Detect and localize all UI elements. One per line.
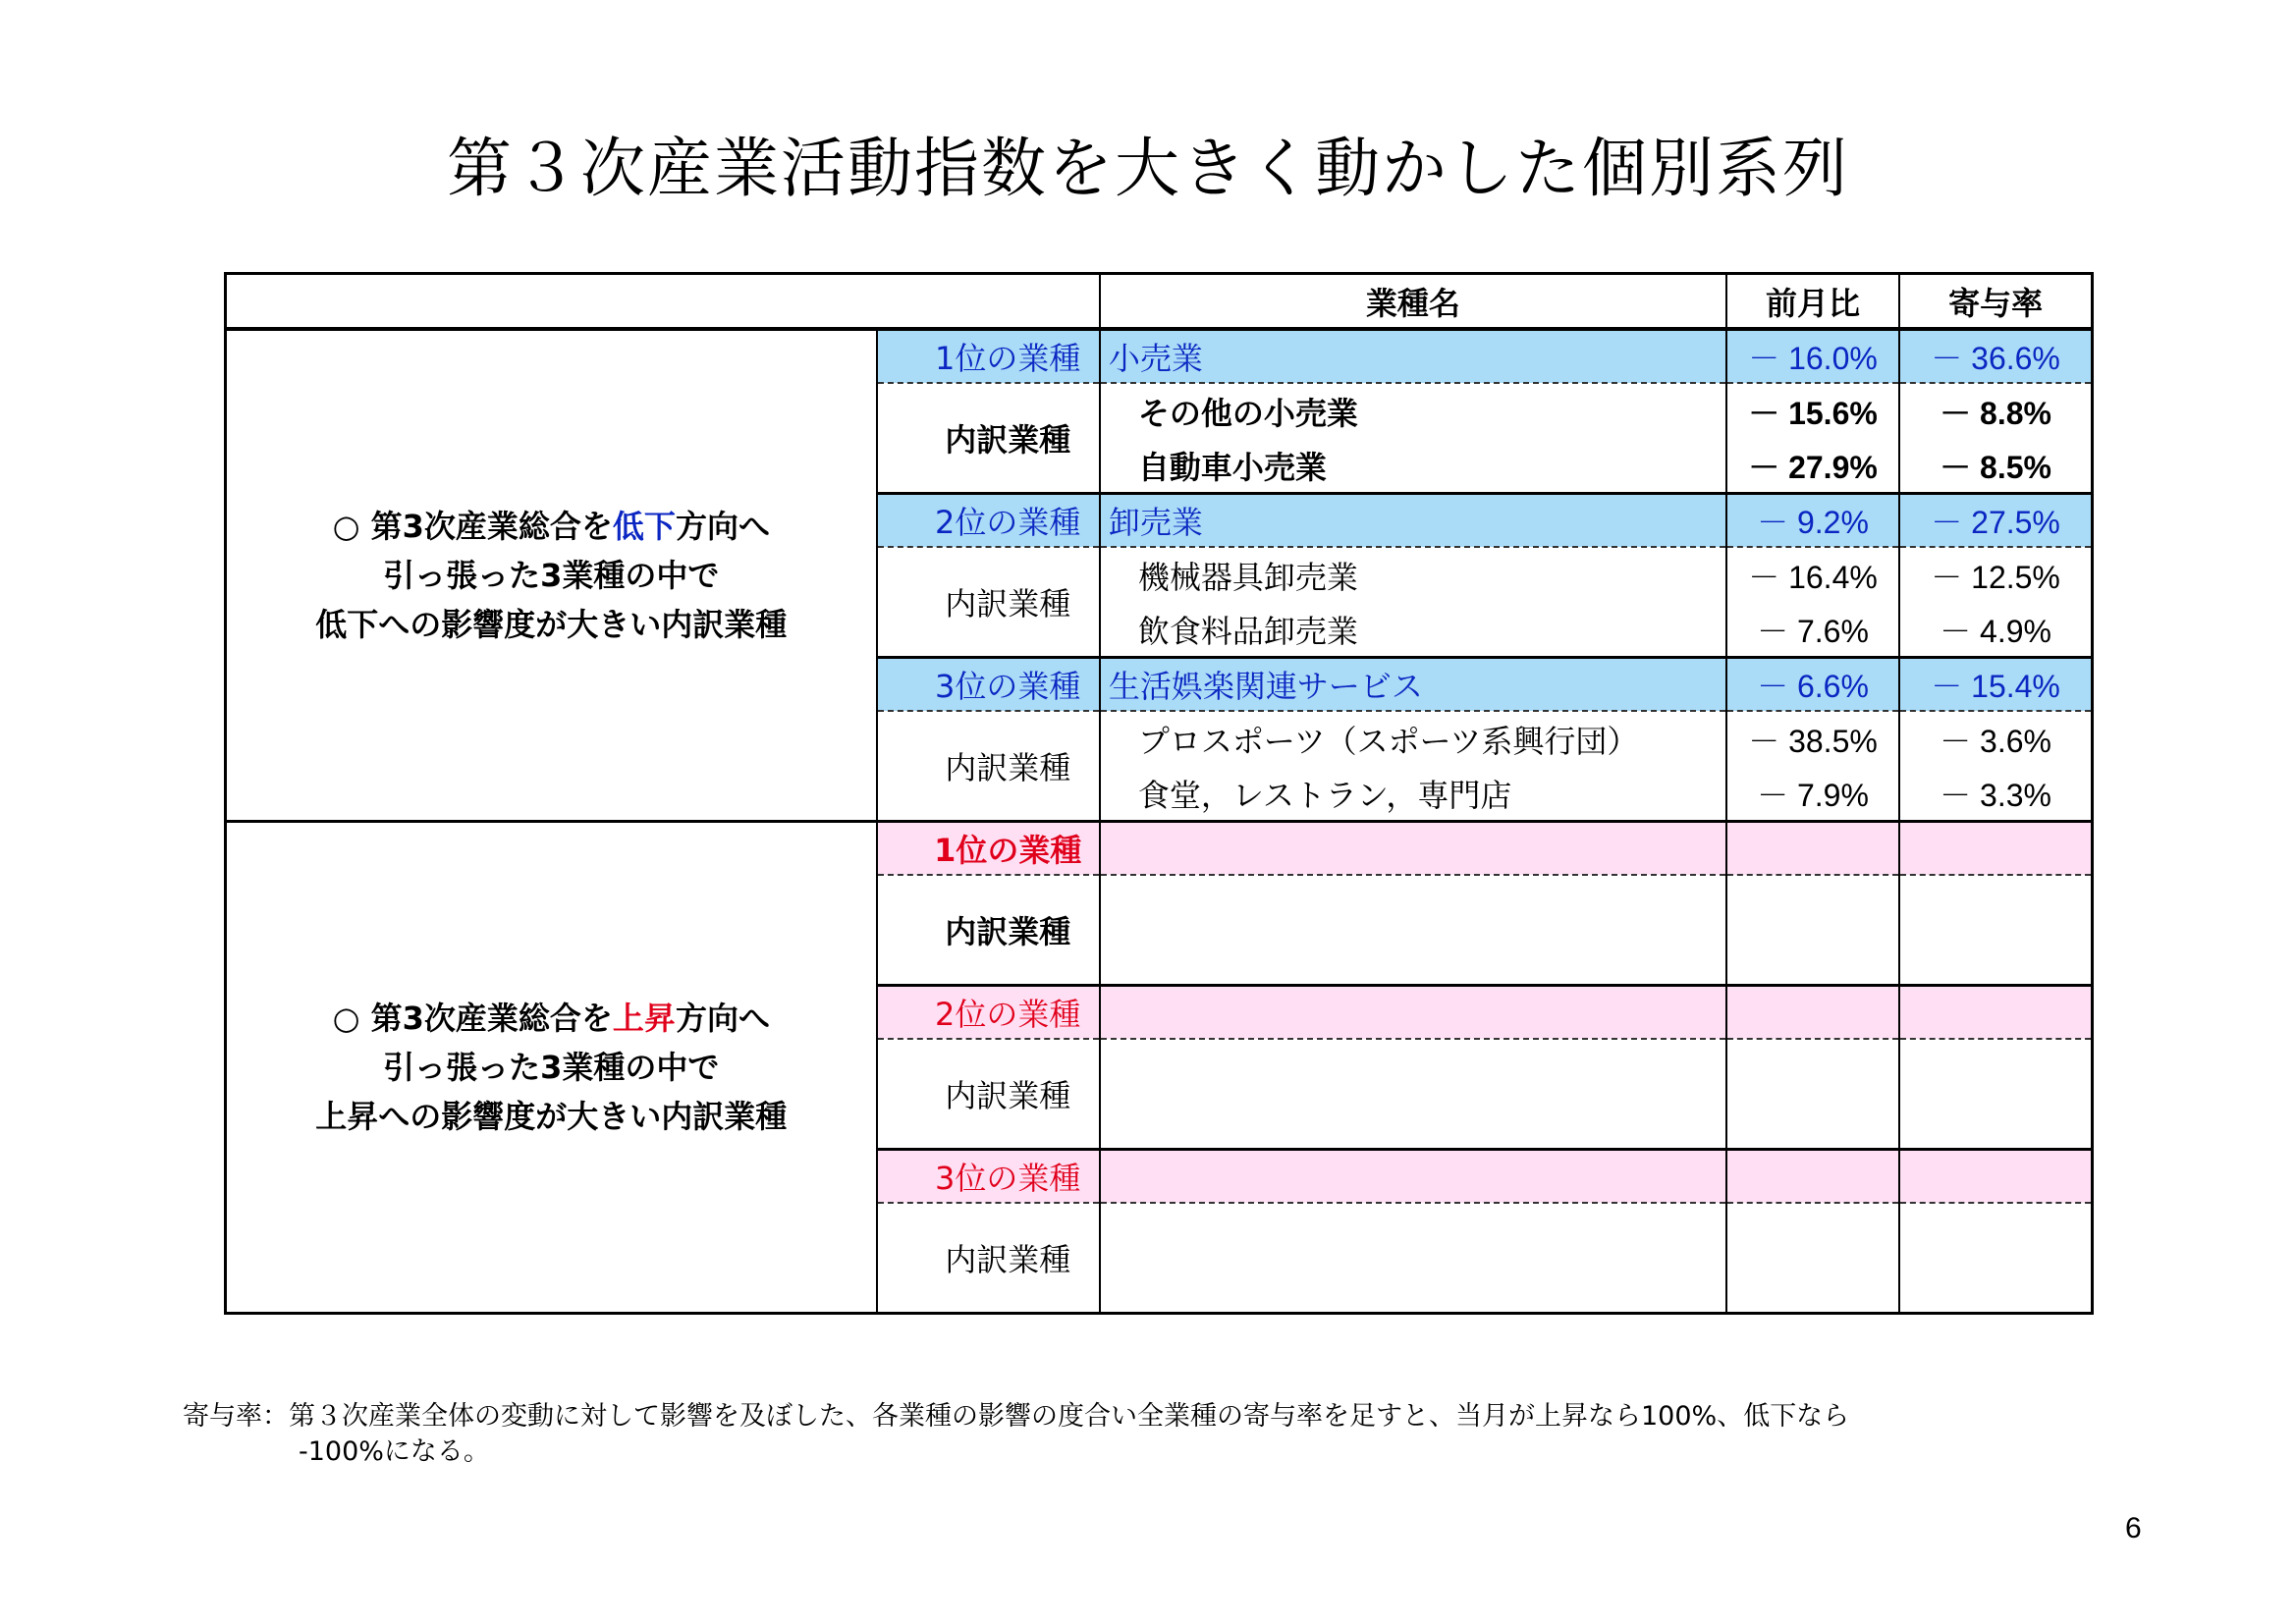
contrib-value: － 8.8% [1899, 383, 2092, 438]
contrib-value: － 4.9% [1899, 602, 2092, 658]
contrib-value: － 27.5% [1899, 494, 2092, 548]
increase-section-label: ○ 第3次産業総合を上昇方向へ 引っ張った3業種の中で 上昇への影響度が大きい内訳業種 [226, 822, 877, 1314]
footnote [183, 1399, 1849, 1470]
contrib-value [1899, 1039, 2092, 1150]
industry-name: 小売業 [1100, 329, 1726, 383]
mom-value: － 16.4% [1726, 547, 1899, 602]
mom-value: － 38.5% [1726, 711, 1899, 766]
mom-value: － 15.6% [1726, 383, 1899, 438]
table-header-row [226, 274, 2093, 330]
header-mom: 前月比 [1726, 274, 1899, 330]
industry-name [1100, 822, 1726, 876]
sub-industry-name [1100, 1039, 1726, 1150]
contrib-value: － 8.5% [1899, 438, 2092, 494]
rank-label: 2位の業種 [877, 986, 1100, 1040]
sub-label: 内訳業種 [945, 1077, 1071, 1114]
contrib-value [1899, 986, 2092, 1040]
sub-industry-name [1100, 875, 1726, 986]
decrease-section-label: ○ 第3次産業総合を低下方向へ 引っ張った3業種の中で 低下への影響度が大きい内訳業種 [226, 329, 877, 822]
sub-industry-name: 食堂，レストラン，専門店 [1100, 766, 1726, 822]
table-row [226, 329, 2093, 383]
rank-label: 3位の業種 [877, 1150, 1100, 1204]
sub-industry-name: 自動車小売業 [1100, 438, 1726, 494]
rank-label: 1位の業種 [877, 822, 1100, 876]
header-name: 業種名 [1100, 274, 1726, 330]
sub-industry-name: 飲食料品卸売業 [1100, 602, 1726, 658]
mom-value [1726, 822, 1899, 876]
contrib-value [1899, 875, 2092, 986]
mom-value [1726, 986, 1899, 1040]
sub-industry-name: 機械器具卸売業 [1100, 547, 1726, 602]
mom-value [1726, 1150, 1899, 1204]
contrib-value: － 3.3% [1899, 766, 2092, 822]
contrib-value: － 3.6% [1899, 711, 2092, 766]
industry-name: 生活娯楽関連サービス [1100, 658, 1726, 712]
sub-industry-name: その他の小売業 [1100, 383, 1726, 438]
mom-value [1726, 1039, 1899, 1150]
industry-name [1100, 986, 1726, 1040]
page-title: 第３次産業活動指数を大きく動かした個別系列 [447, 131, 1849, 206]
sub-label: 内訳業種 [945, 913, 1071, 950]
mom-value: － 16.0% [1726, 329, 1899, 383]
decrease-highlight: 低下 [612, 508, 676, 545]
mom-value: － 27.9% [1726, 438, 1899, 494]
mom-value: － 9.2% [1726, 494, 1899, 548]
contrib-value: － 36.6% [1899, 329, 2092, 383]
footnote-line2: -100%になる。 [299, 1436, 490, 1467]
contrib-value: － 12.5% [1899, 547, 2092, 602]
mom-value [1726, 875, 1899, 986]
page-number: 6 [2125, 1512, 2142, 1544]
contrib-value [1899, 1150, 2092, 1204]
ranking-table [224, 272, 2094, 1315]
sub-industry-name [1100, 1203, 1726, 1314]
rank-label: 1位の業種 [877, 329, 1100, 383]
sub-label: 内訳業種 [945, 585, 1071, 623]
footnote-line1: 寄与率：第３次産業全体の変動に対して影響を及ぼした、各業種の影響の度合い全業種の寄与率を足すと、当月が上昇なら100%、低下なら [183, 1401, 1850, 1432]
mom-value [1726, 1203, 1899, 1314]
rank-label: 3位の業種 [877, 658, 1100, 712]
sub-label: 内訳業種 [877, 1203, 1100, 1314]
mom-value: － 7.9% [1726, 766, 1899, 822]
increase-highlight: 上昇 [612, 1000, 676, 1037]
table-row [226, 822, 2093, 876]
sub-industry-name: プロスポーツ（スポーツ系興行団） [1100, 711, 1726, 766]
contrib-value [1899, 822, 2092, 876]
header-contrib: 寄与率 [1899, 274, 2092, 330]
header-blank-cell [226, 274, 1100, 330]
industry-name [1100, 1150, 1726, 1204]
industry-name: 卸売業 [1100, 494, 1726, 548]
mom-value: － 7.6% [1726, 602, 1899, 658]
contrib-value [1899, 1203, 2092, 1314]
rank-label: 2位の業種 [877, 494, 1100, 548]
sub-label: 内訳業種 [945, 421, 1071, 459]
mom-value: － 6.6% [1726, 658, 1899, 712]
contrib-value: － 15.4% [1899, 658, 2092, 712]
sub-label: 内訳業種 [945, 749, 1071, 786]
